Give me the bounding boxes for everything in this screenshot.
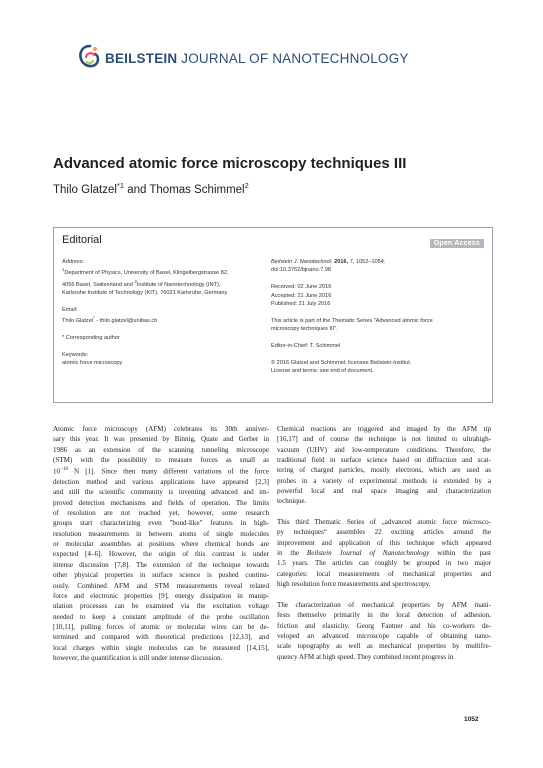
paragraph <box>277 424 491 507</box>
text-line: technique. <box>277 497 307 506</box>
text-line: local charges within single molecules can be measured [14,15], <box>53 643 269 652</box>
text-line: scale topography as well as mechanical properties by multifre- <box>277 642 491 651</box>
text-line: expected [4–6]. However, the origin of this contrast is under <box>53 550 269 559</box>
text-line: quency AFM at high speed. They combined recent progress in <box>277 652 454 661</box>
text-line: traditional field in surface science based on diffraction and scat- <box>277 456 491 465</box>
keywords-label: Keywords: <box>62 351 89 358</box>
address-line: 4056 Basel, Switzerland and $^2$Institute of Nanotechnology (INT), <box>62 278 221 288</box>
info-right-column <box>271 258 486 376</box>
keywords: atomic force microscopy <box>62 360 123 366</box>
text-line: or molecular assemblies at positions where chemical bonds are <box>53 540 269 549</box>
text-line: friction and elasticity. Georg Fantner and his co-workers de- <box>277 621 491 630</box>
paragraph <box>277 600 491 662</box>
doi: doi:10.3762/bjnano.7.98 <box>271 267 332 274</box>
editor-in-chief: Editor-in-Chief: T. Schimmel <box>271 343 341 350</box>
accepted-date: Accepted: 21 June 2016 <box>271 292 332 299</box>
text-line: py techniques“ assembles 22 exciting articles around the <box>277 528 491 537</box>
text-line: tering of charged particles, mostly electrons, which are used as <box>277 466 491 475</box>
article-info-box <box>53 227 493 403</box>
text-line: improvement and application of this technique which appeared <box>277 538 491 547</box>
text-line: in the Beilstein Journal of Nanotechnology within the past <box>277 549 491 558</box>
text-line: Atomic force microscopy (AFM) celebrates its 30th anniver- <box>53 425 269 433</box>
text-line: $10^{-18}$ N [1]. Since then many different variations of the force <box>53 467 269 476</box>
license-line: © 2016 Glatzel and Schimmel; licensee Beilstein-Institut. <box>271 359 412 366</box>
text-line: fests themselve primarily in the local detection of adhesion, <box>277 611 491 620</box>
text-line: [10,11], pulling forces of atomic or molecular wires can be de- <box>53 622 269 631</box>
address-label: Address: <box>62 259 85 265</box>
text-line: detection method and various applications have appeared [2,3] <box>53 478 269 487</box>
paragraph <box>53 424 269 663</box>
citation: Beilstein J. Nanotechnol. 2016, 7, 1052–1054. <box>271 259 386 265</box>
article-title: Advanced atomic force microscopy techniques III <box>53 155 407 172</box>
text-line: categories: local measurements of mechanical properties and <box>277 569 491 578</box>
journal-name: BEILSTEIN JOURNAL OF NANOTECHNOLOGY <box>105 51 409 66</box>
beilstein-swirl-icon <box>78 43 102 73</box>
received-date: Received: 02 June 2016 <box>271 284 332 291</box>
text-line: groups start characterizing even "bond-like" features in high- <box>53 519 269 528</box>
text-line: 1986 as an extension of the scanning tunneling microscope <box>53 445 269 454</box>
text-line: and still the scientific community is inventing advanced and im- <box>53 488 269 497</box>
text-line: force and electronic properties [9], energy dissipation in manip- <box>53 591 269 600</box>
text-line: resolution measurements in between atoms of single molecules <box>53 529 269 538</box>
text-line: proved detection mechanisms and fields of operation. The limits <box>53 498 269 507</box>
open-access-badge: Open Access <box>430 239 484 248</box>
text-line: intense discussion [7,8]. The extension of the technique towards <box>53 560 269 569</box>
text-line: other physical properties in surface science is pushed continu- <box>53 571 269 580</box>
address-line: $^1$Department of Physics, University of Basel, Klingelbergstrasse 82, <box>62 267 229 277</box>
published-date: Published: 21 July 2016 <box>271 301 331 308</box>
info-left-column <box>62 258 262 367</box>
corresponding-author-note: * Corresponding author <box>62 334 120 341</box>
text-line: of resolution are not reached yet, however, some research <box>53 509 269 518</box>
text-line: vacuum (UHV) and low-temperature conditions. Therefore, the <box>277 445 491 454</box>
text-line: veloped an advanced microscope capable of obtaining nano- <box>277 631 491 640</box>
body-right-column <box>277 424 491 672</box>
thematic-series-note: microscopy techniques III". <box>271 326 338 333</box>
body-left-column <box>53 424 269 674</box>
text-line: needed to keep a constant amplitude of the probe oscillation <box>53 612 269 621</box>
author-list: Thilo Glatzel$^{*1}$ and Thomas Schimmel$^2$ <box>53 181 249 196</box>
thematic-series-note: This article is part of the Thematic Series "Advanced atomic force <box>271 317 433 324</box>
license-line: License and terms: see end of document. <box>271 368 374 375</box>
text-line: This third Thematic Series of „advanced atomic force microsco- <box>277 518 491 527</box>
text-line: powerful local and real space imaging and characterization <box>277 487 491 496</box>
text-line: however, the quantification is still under intense discussion. <box>53 653 223 662</box>
paragraph <box>277 517 491 589</box>
article-type: Editorial <box>62 234 102 246</box>
email-label: Email: <box>62 306 78 313</box>
text-line: Chemical reactions are triggered and imaged by the AFM tip <box>277 425 491 433</box>
text-line: The characterization of mechanical properties by AFM mani- <box>277 600 491 609</box>
text-line: (STM) with the possibility to measure forces as small as <box>53 456 269 465</box>
info-box-header <box>54 228 492 248</box>
page-number: 1052 <box>464 716 479 723</box>
text-line: 1.5 years. The articles can roughly be grouped in two major <box>277 559 491 568</box>
text-line: ulation processes can be examined via the excitation voltage <box>53 602 269 611</box>
text-line: sary this year. It was presented by Binnig, Quate and Gerber in <box>53 435 269 444</box>
text-line: probes in a variety of experimental methods is extended by a <box>277 476 491 485</box>
address-line: Karlsruhe Institute of Technology (KIT), 76021 Karlsruhe, Germany <box>62 289 228 296</box>
text-line: ously. Combined AFM and STM measurements reveal related <box>53 581 269 590</box>
journal-header <box>78 43 409 83</box>
text-line: high resolution force measurements and spectroscopy. <box>277 580 431 589</box>
text-line: termined and compared with theoretical predictions [12,13], and <box>53 633 269 642</box>
text-line: [16,17] and of course the technique is not limited to ultrahigh- <box>277 435 491 444</box>
email-line: Thilo Glatzel* - thilo.glatzel@unibas.ch <box>62 315 158 324</box>
